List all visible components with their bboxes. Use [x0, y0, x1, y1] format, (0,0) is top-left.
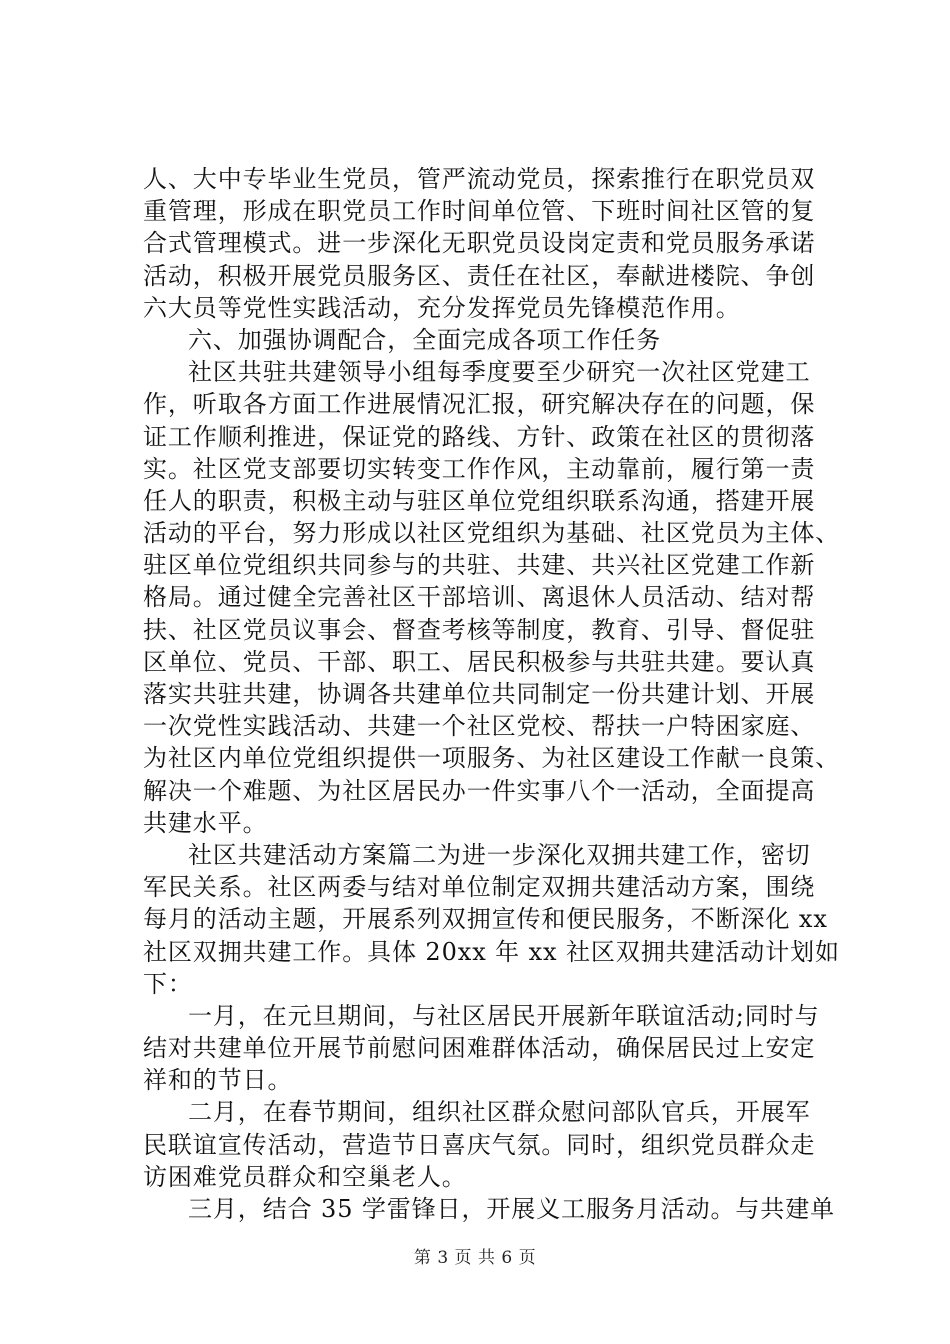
text-line: 社区共建活动方案篇二为进一步深化双拥共建工作，密切 — [188, 840, 811, 869]
text-line: 解决一个难题、为社区居民办一件实事八个一活动，全面提高 — [143, 776, 816, 805]
text-line: 活动的平台，努力形成以社区党组织为基础、社区党员为主体、 — [143, 519, 841, 548]
text-line: 一次党性实践活动、共建一个社区党校、帮扶一户特困家庭、 — [143, 712, 816, 741]
text-line: 访困难党员群众和空巢老人。 — [143, 1162, 467, 1191]
text-line: 六大员等党性实践活动，充分发挥党员先锋模范作用。 — [143, 293, 741, 322]
text-line: 重管理，形成在职党员工作时间单位管、下班时间社区管的复 — [143, 197, 816, 226]
text-line: 格局。通过健全完善社区干部培训、离退休人员活动、结对帮 — [143, 583, 816, 612]
text-line: 活动，积极开展党员服务区、责任在社区，奉献进楼院、争创 — [143, 261, 816, 290]
page-number-label: 第 3 页 共 6 页 — [413, 1248, 537, 1268]
text-line: 为社区内单位党组织提供一项服务、为社区建设工作献一良策、 — [143, 744, 841, 773]
text-line: 合式管理模式。进一步深化无职党员设岗定责和党员服务承诺 — [143, 229, 816, 258]
text-line: 军民关系。社区两委与结对单位制定双拥共建活动方案，围绕 — [143, 873, 816, 902]
text-line: 实。社区党支部要切实转变工作作风，主动靠前，履行第一责 — [143, 454, 816, 483]
text-line: 人、大中专毕业生党员，管严流动党员，探索推行在职党员双 — [143, 165, 816, 193]
text-line: 证工作顺利推进，保证党的路线、方针、政策在社区的贯彻落 — [143, 422, 816, 451]
text-line: 二月，在春节期间，组织社区群众慰问部队官兵，开展军 — [188, 1098, 811, 1127]
page-footer — [0, 1243, 950, 1268]
text-line: 作，听取各方面工作进展情况汇报，研究解决存在的问题，保 — [143, 390, 816, 419]
text-line: 驻区单位党组织共同参与的共驻、共建、共兴社区党建工作新 — [143, 551, 816, 580]
text-line: 共建水平。 — [143, 808, 268, 837]
text-line: 结对共建单位开展节前慰问困难群体活动，确保居民过上安定 — [143, 1034, 816, 1063]
text-line: 祥和的节日。 — [143, 1066, 293, 1095]
text-line: 社区共驻共建领导小组每季度要至少研究一次社区党建工 — [188, 358, 811, 387]
text-line: 每月的活动主题，开展系列双拥宣传和便民服务，不断深化 xx — [143, 905, 828, 934]
text-line: 区单位、党员、干部、职工、居民积极参与共驻共建。要认真 — [143, 647, 816, 676]
text-line: 民联谊宣传活动，营造节日喜庆气氛。同时，组织党员群众走 — [143, 1130, 816, 1159]
document-body — [143, 163, 841, 1225]
text-line: 六、加强协调配合，全面完成各项工作任务 — [188, 325, 662, 354]
text-line: 三月，结合 35 学雷锋日，开展义工服务月活动。与共建单 — [188, 1195, 835, 1223]
text-line: 落实共驻共建，协调各共建单位共同制定一份共建计划、开展 — [143, 680, 816, 708]
text-line: 下： — [143, 969, 193, 998]
text-line: 社区双拥共建工作。具体 20xx 年 xx 社区双拥共建活动计划如 — [143, 937, 840, 966]
text-line: 一月，在元旦期间，与社区居民开展新年联谊活动;同时与 — [188, 1001, 820, 1030]
text-line: 扶、社区党员议事会、督查考核等制度，教育、引导、督促驻 — [143, 615, 816, 644]
text-line: 任人的职责，积极主动与驻区单位党组织联系沟通，搭建开展 — [143, 486, 816, 515]
